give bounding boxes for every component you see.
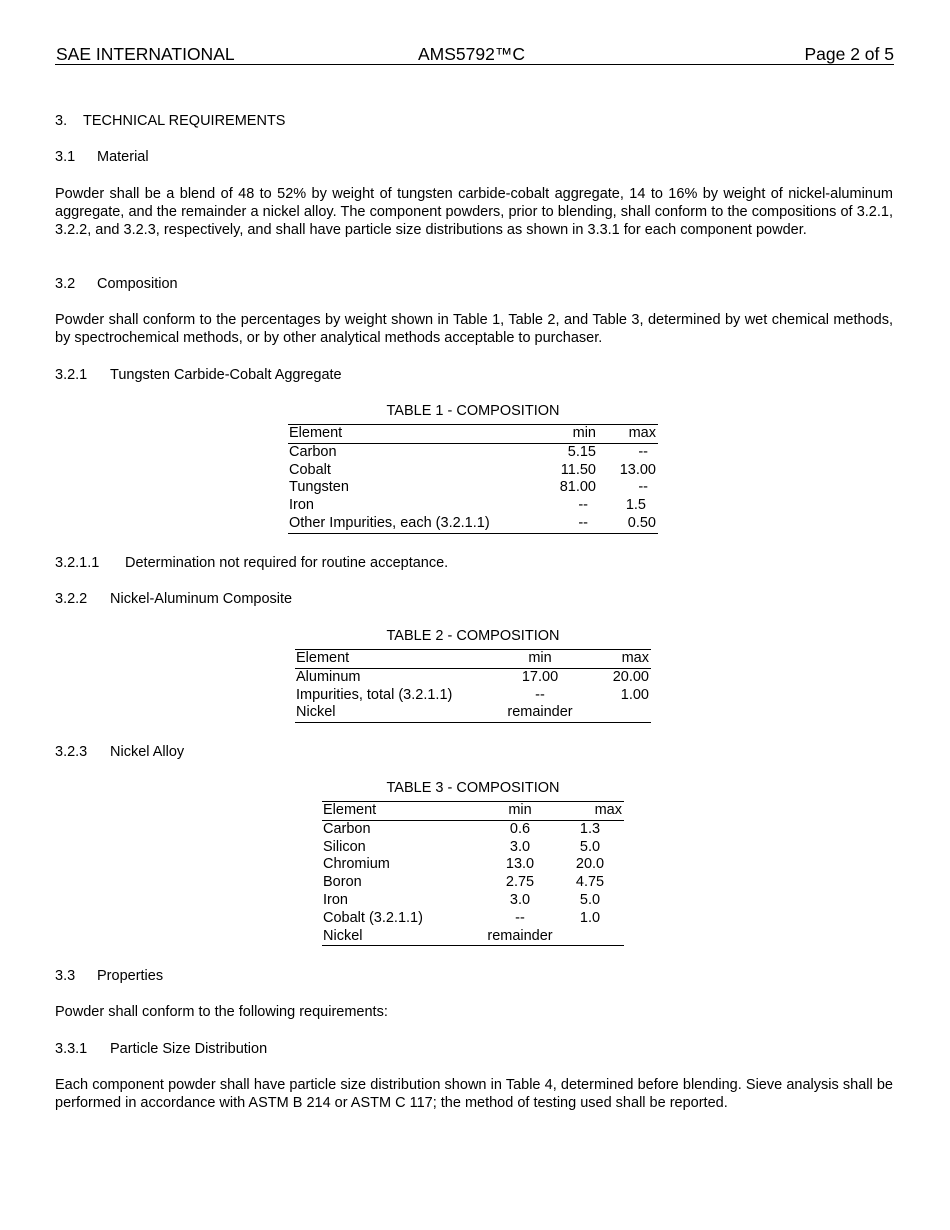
table-cell: 1.3: [579, 820, 601, 837]
section-number: 3.1: [55, 149, 76, 165]
table-cell: Iron: [289, 497, 314, 514]
table-cell: Cobalt: [289, 461, 331, 478]
table-cell: 0.50: [627, 514, 656, 531]
table-row: [288, 497, 658, 515]
column-header: Element: [295, 650, 495, 669]
table-row: [295, 687, 651, 705]
table-cell: Tungsten: [289, 479, 349, 496]
section-title: Composition: [97, 276, 178, 292]
table-cell: 1.0: [579, 909, 601, 926]
table-cell: 0.6: [509, 820, 531, 837]
column-header: max: [556, 802, 624, 821]
section-title: Nickel Alloy: [110, 744, 185, 760]
table-cell: 1.5: [625, 497, 646, 514]
table-cell: 3.0: [509, 891, 531, 908]
section-3-heading: [55, 112, 285, 130]
table-cell: remainder: [507, 704, 573, 721]
table-cell: Aluminum: [296, 668, 361, 685]
section-3-2-3-heading: [55, 743, 184, 761]
section-number: 3.2.1: [55, 367, 88, 383]
header-org: SAE INTERNATIONAL: [56, 44, 235, 64]
table-cell: 13.0: [505, 856, 535, 873]
table-cell: 1.00: [620, 686, 649, 703]
column-header: Element: [322, 802, 484, 821]
table-cell: 2.75: [505, 874, 535, 891]
table-cell: --: [515, 909, 525, 926]
table-row: [295, 704, 651, 722]
table-cell: Carbon: [323, 820, 371, 837]
table-header-row: [322, 802, 624, 821]
table-cell: Nickel: [323, 927, 363, 944]
column-header: max: [598, 425, 658, 444]
column-header: Element: [288, 425, 536, 444]
table-cell: 5.0: [579, 838, 601, 855]
table-row: [322, 892, 624, 910]
table-cell: Boron: [323, 874, 362, 891]
table-row: [288, 479, 658, 497]
table-cell: Other Impurities, each (3.2.1.1): [289, 514, 490, 531]
table-cell: 5.15: [567, 443, 596, 460]
table-row: [295, 668, 651, 686]
table-header-row: [295, 650, 651, 669]
page-header: [55, 44, 894, 65]
particle-size-paragraph: Each component powder shall have particle size distribution shown in Table 4, determined before blending. Sieve analysis shall be performed in accordance with ASTM B 214 or ASTM C 117; the method of testing used shall be reported.: [55, 1077, 893, 1111]
section-number: 3.2.3: [55, 744, 88, 760]
table-cell: 13.00: [619, 461, 656, 478]
table-1: [288, 424, 658, 534]
section-3-3-heading: [55, 967, 163, 985]
table-cell: [556, 928, 624, 946]
table-row: [322, 839, 624, 857]
section-number: 3.3: [55, 968, 76, 984]
table-cell: Cobalt (3.2.1.1): [323, 909, 423, 926]
table-1-caption: TABLE 1 - COMPOSITION: [386, 403, 560, 419]
table-cell: Nickel: [296, 704, 336, 721]
section-title: Tungsten Carbide-Cobalt Aggregate: [110, 367, 342, 383]
section-3-3-1-heading: [55, 1040, 267, 1058]
table-row: [288, 515, 658, 533]
material-paragraph: Powder shall be a blend of 48 to 52% by weight of tungsten carbide-cobalt aggregate, 14 to 16% by weight of nickel-aluminum aggregate, and the remainder a nickel alloy. The component powders, prior to blending, shall conform to the compositions of 3.2.1, 3.2.2, and 3.2.3, respectively, and shall have particle size distributions as shown in 3.3.1 for each component powder.: [55, 186, 893, 238]
table-row: [322, 874, 624, 892]
table-cell: 81.00: [559, 479, 596, 496]
table-cell: Carbon: [289, 443, 337, 460]
section-3-2-1-heading: [55, 366, 342, 384]
section-3-2-1-1-heading: [55, 554, 448, 572]
table-row: [288, 443, 658, 461]
section-title: Material: [97, 149, 149, 165]
table-cell: 3.0: [509, 838, 531, 855]
section-number: 3.2.2: [55, 591, 88, 607]
section-number: 3.: [55, 113, 68, 129]
table-cell: --: [535, 686, 545, 703]
section-number: 3.2: [55, 276, 76, 292]
table-cell: Chromium: [323, 856, 390, 873]
header-page-number: Page 2 of 5: [804, 44, 894, 64]
section-title: Nickel-Aluminum Composite: [110, 591, 293, 607]
properties-paragraph: Powder shall conform to the following requirements:: [55, 1004, 388, 1020]
section-3-2-2-heading: [55, 590, 292, 608]
section-title: Determination not required for routine acceptance.: [125, 555, 449, 571]
table-cell: [585, 704, 651, 722]
column-header: min: [484, 802, 556, 821]
table-2: [295, 649, 651, 723]
table-cell: Iron: [323, 891, 348, 908]
table-row: [322, 856, 624, 874]
table-cell: --: [638, 443, 648, 460]
table-cell: 5.0: [579, 891, 601, 908]
section-title: Properties: [97, 968, 164, 984]
table-cell: Impurities, total (3.2.1.1): [296, 686, 453, 703]
table-2-caption: TABLE 2 - COMPOSITION: [386, 628, 560, 644]
table-cell: 17.00: [521, 668, 559, 685]
column-header: max: [585, 650, 651, 669]
table-cell: 20.00: [612, 668, 649, 685]
section-3-2-heading: [55, 275, 178, 293]
table-cell: Silicon: [323, 838, 366, 855]
table-row: [322, 928, 624, 946]
composition-paragraph: Powder shall conform to the percentages by weight shown in Table 1, Table 2, and Table 3, determined by wet chemical methods, by spectrochemical methods, or by other analytical methods acceptable to purchaser.: [55, 312, 893, 346]
header-doc-id: AMS5792™C: [418, 44, 525, 64]
table-row: [322, 910, 624, 928]
table-cell: --: [578, 497, 588, 514]
column-header: min: [495, 650, 585, 669]
table-cell: 11.50: [560, 461, 596, 478]
section-3-1-heading: [55, 148, 149, 166]
table-cell: --: [578, 514, 588, 531]
table-cell: 4.75: [575, 874, 605, 891]
table-row: [288, 462, 658, 480]
table-cell: 20.0: [575, 856, 605, 873]
section-number: 3.3.1: [55, 1041, 88, 1057]
column-header: min: [536, 425, 598, 444]
section-title: TECHNICAL REQUIREMENTS: [83, 113, 286, 129]
table-row: [322, 820, 624, 838]
table-3: [322, 801, 624, 946]
table-cell: --: [638, 479, 648, 496]
section-title: Particle Size Distribution: [110, 1041, 268, 1057]
table-header-row: [288, 425, 658, 444]
table-3-caption: TABLE 3 - COMPOSITION: [386, 780, 560, 796]
section-number: 3.2.1.1: [55, 555, 100, 571]
table-cell: remainder: [487, 927, 553, 944]
